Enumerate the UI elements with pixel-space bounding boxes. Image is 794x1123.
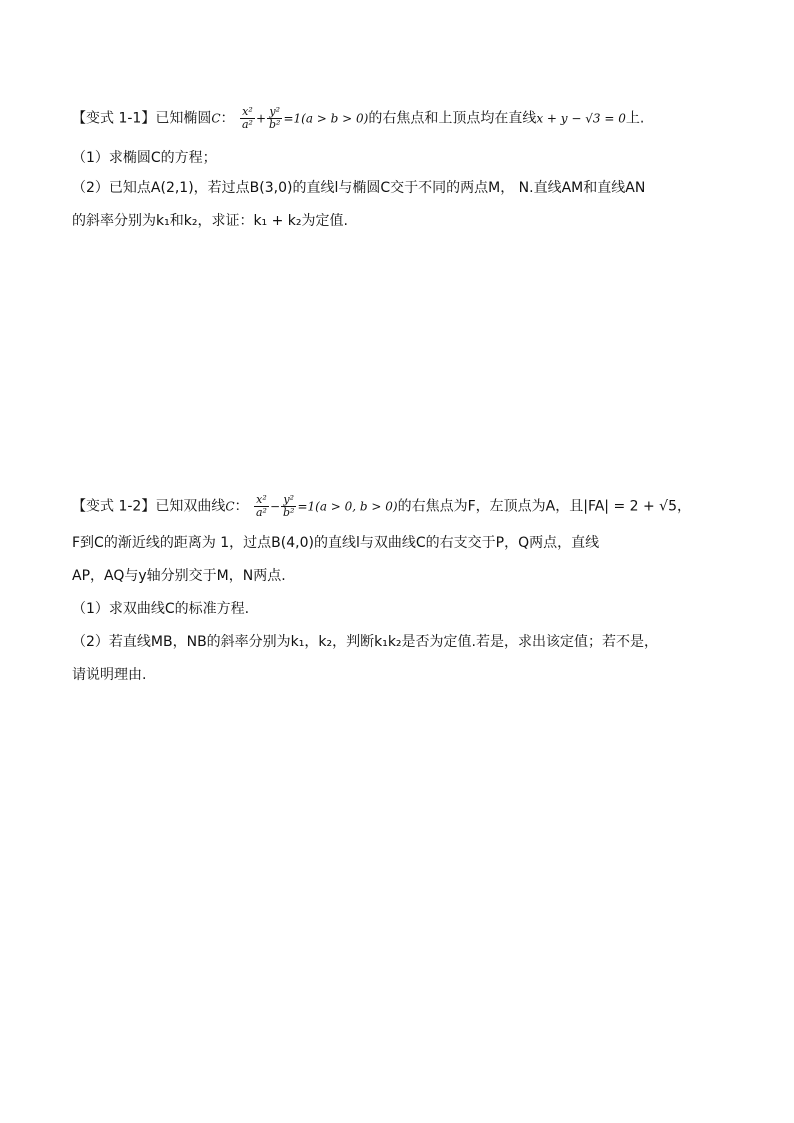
equation-condition: =1(a > 0, b > 0) <box>297 499 398 514</box>
problem-2-statement: 【变式 1-2】已知双曲线C： $\frac{\text{x²}}{\text{a²}}$ − $\frac{\text{y²}}{\text{b²}}$ =1(a > 0, b > 0)的右焦点为F，左顶点为A，且|FA| = 2 + √5， <box>72 493 692 519</box>
equation-condition: =1(a > b > 0) <box>283 111 369 126</box>
problem-1-statement: 【变式 1-1】已知椭圆C： $\frac{\text{x²}}{\text{a²}}$ + $\frac{\text{y²}}{\text{b²}}$ =1(a > b > 0)的右焦点和上顶点均在直线x + y − √3 = 0上. <box>72 105 645 131</box>
problem-1-question-1: （1）求椭圆C的方程； <box>72 150 217 166</box>
var-c: C <box>211 111 221 126</box>
fraction-x2-a2: $\frac{\text{x²}}{\text{a²}}$ <box>255 493 267 519</box>
fraction-x2-a2: $\frac{\text{x²}}{\text{a²}}$ <box>241 105 253 131</box>
problem-2-tag: 【变式 1-2】 <box>72 498 156 515</box>
problem-2-question-1: （1）求双曲线C的标准方程. <box>72 601 250 617</box>
problem-1-question-2-line-2: 的斜率分别为k₁和k₂，求证：k₁ + k₂为定值. <box>72 213 348 229</box>
problem-2-line-2: F到C的渐近线的距离为 1，过点B(4,0)的直线l与双曲线C的右支交于P，Q两点，直线 <box>72 535 600 551</box>
problem-1-intro: 已知椭圆 <box>155 110 212 127</box>
fraction-y2-b2: $\frac{\text{y²}}{\text{b²}}$ <box>283 493 295 519</box>
problem-2-line-3: AP，AQ与y轴分别交于M，N两点. <box>72 568 286 584</box>
problem-1-tag: 【变式 1-1】 <box>72 110 156 127</box>
problem-2-intro: 已知双曲线 <box>155 498 226 515</box>
problem-1-question-2-line-1: （2）已知点A(2,1)，若过点B(3,0)的直线l与椭圆C交于不同的两点M， N.直线AM和直线AN <box>72 180 646 196</box>
problem-2-question-2-line-2: 请说明理由. <box>72 667 147 683</box>
problem-2-question-2-line-1: （2）若直线MB，NB的斜率分别为k₁，k₂，判断k₁k₂是否为定值.若是，求出该定值；若不是， <box>72 634 658 650</box>
fraction-y2-b2: $\frac{\text{y²}}{\text{b²}}$ <box>269 105 281 131</box>
var-c: C <box>225 499 235 514</box>
line-equation: x + y − √3 = 0 <box>536 111 626 126</box>
